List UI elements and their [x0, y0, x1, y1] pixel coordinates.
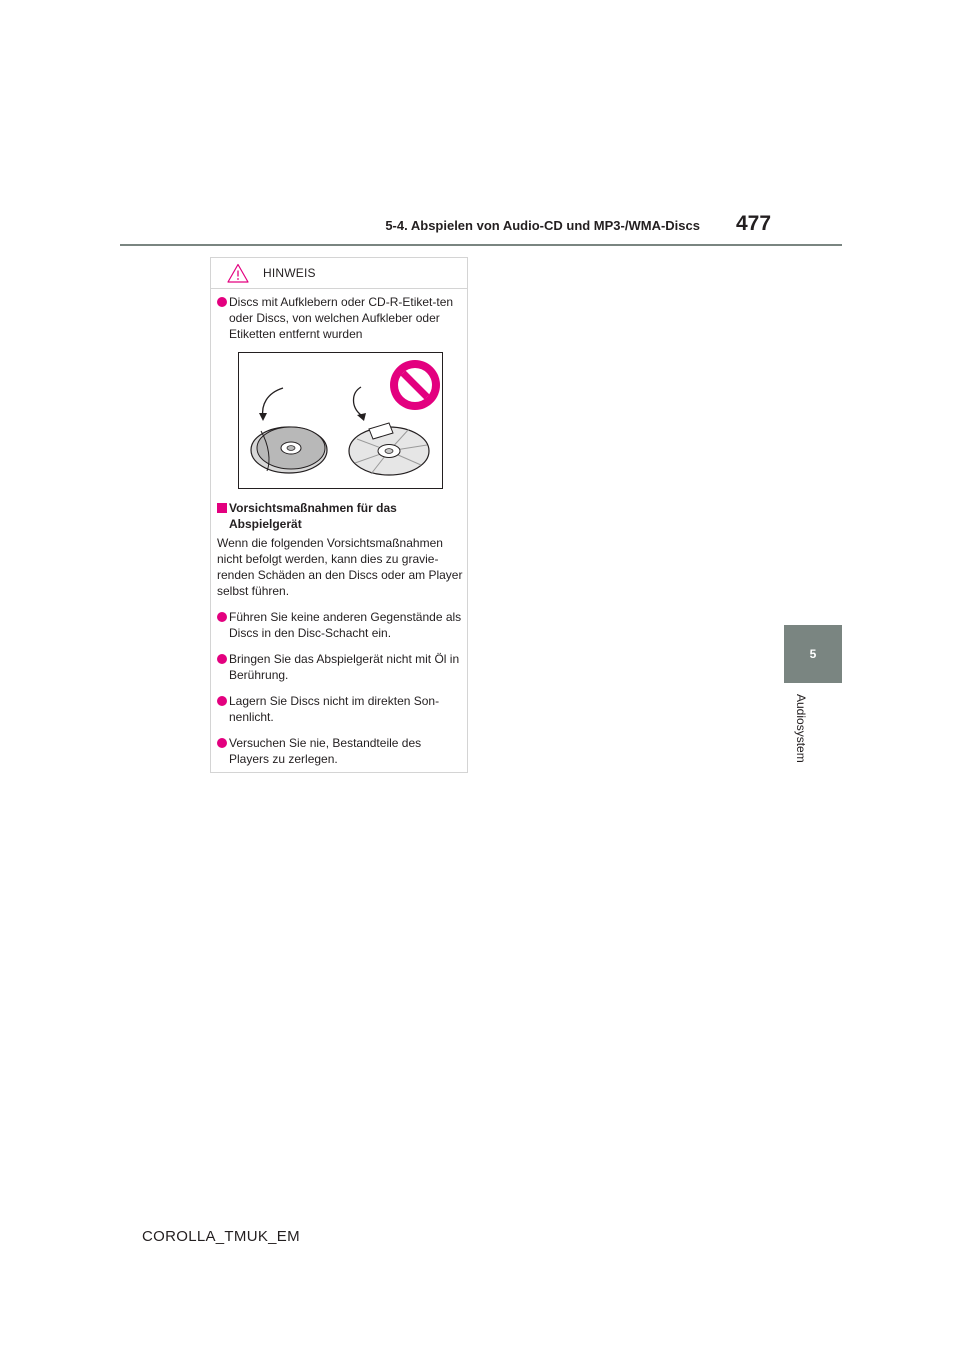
- list-item-text: Versuchen Sie nie, Bestandteile des Players zu zerlegen.: [229, 736, 422, 766]
- list-item-text: Führen Sie keine anderen Gegenstände als Discs in den Disc-Schacht ein.: [229, 610, 462, 640]
- notice-item: [217, 294, 463, 342]
- model-code: COROLLA_TMUK_EM: [142, 1228, 300, 1245]
- sub-heading-text: Vorsichtsmaßnahmen für das Abspielgerät: [229, 501, 397, 531]
- chapter-number: 5: [809, 647, 817, 661]
- notice-box: [210, 257, 468, 773]
- section-title: 5-4. Abspielen von Audio-CD und MP3-/WMA-Discs: [385, 218, 700, 233]
- notice-paragraph: Wenn die folgenden Vorsichtsmaßnahmen nicht befolgt werden, kann dies zu gravie-renden Schäden an den Discs oder am Player selbst führen.: [217, 536, 463, 598]
- disc-drawing: [239, 353, 442, 488]
- header-divider: [120, 244, 842, 246]
- notice-item-text: Discs mit Aufklebern oder CD-R-Etiket-ten oder Discs, von welchen Aufkleber oder Etiketten entfernt wurden: [229, 295, 454, 341]
- list-item: [217, 735, 463, 767]
- bullet-icon: [217, 612, 227, 622]
- list-item: [217, 693, 463, 725]
- chapter-name: Audiosystem: [794, 694, 808, 763]
- notice-label: HINWEIS: [263, 266, 316, 280]
- notice-header: [211, 258, 467, 289]
- disc-illustration: [238, 352, 443, 489]
- list-item: [217, 609, 463, 641]
- bullet-icon: [217, 696, 227, 706]
- list-item-text: Bringen Sie das Abspielgerät nicht mit Öl in Berührung.: [229, 652, 460, 682]
- warning-icon: [227, 263, 249, 283]
- square-bullet-icon: [217, 503, 227, 513]
- page-number: 477: [736, 212, 772, 235]
- bullet-icon: [217, 654, 227, 664]
- sub-heading: [217, 500, 463, 532]
- bullet-icon: [217, 297, 227, 307]
- list-item-text: Lagern Sie Discs nicht im direkten Son-nenlicht.: [229, 694, 440, 724]
- chapter-tab[interactable]: [784, 625, 842, 683]
- bullet-icon: [217, 738, 227, 748]
- list-item: [217, 651, 463, 683]
